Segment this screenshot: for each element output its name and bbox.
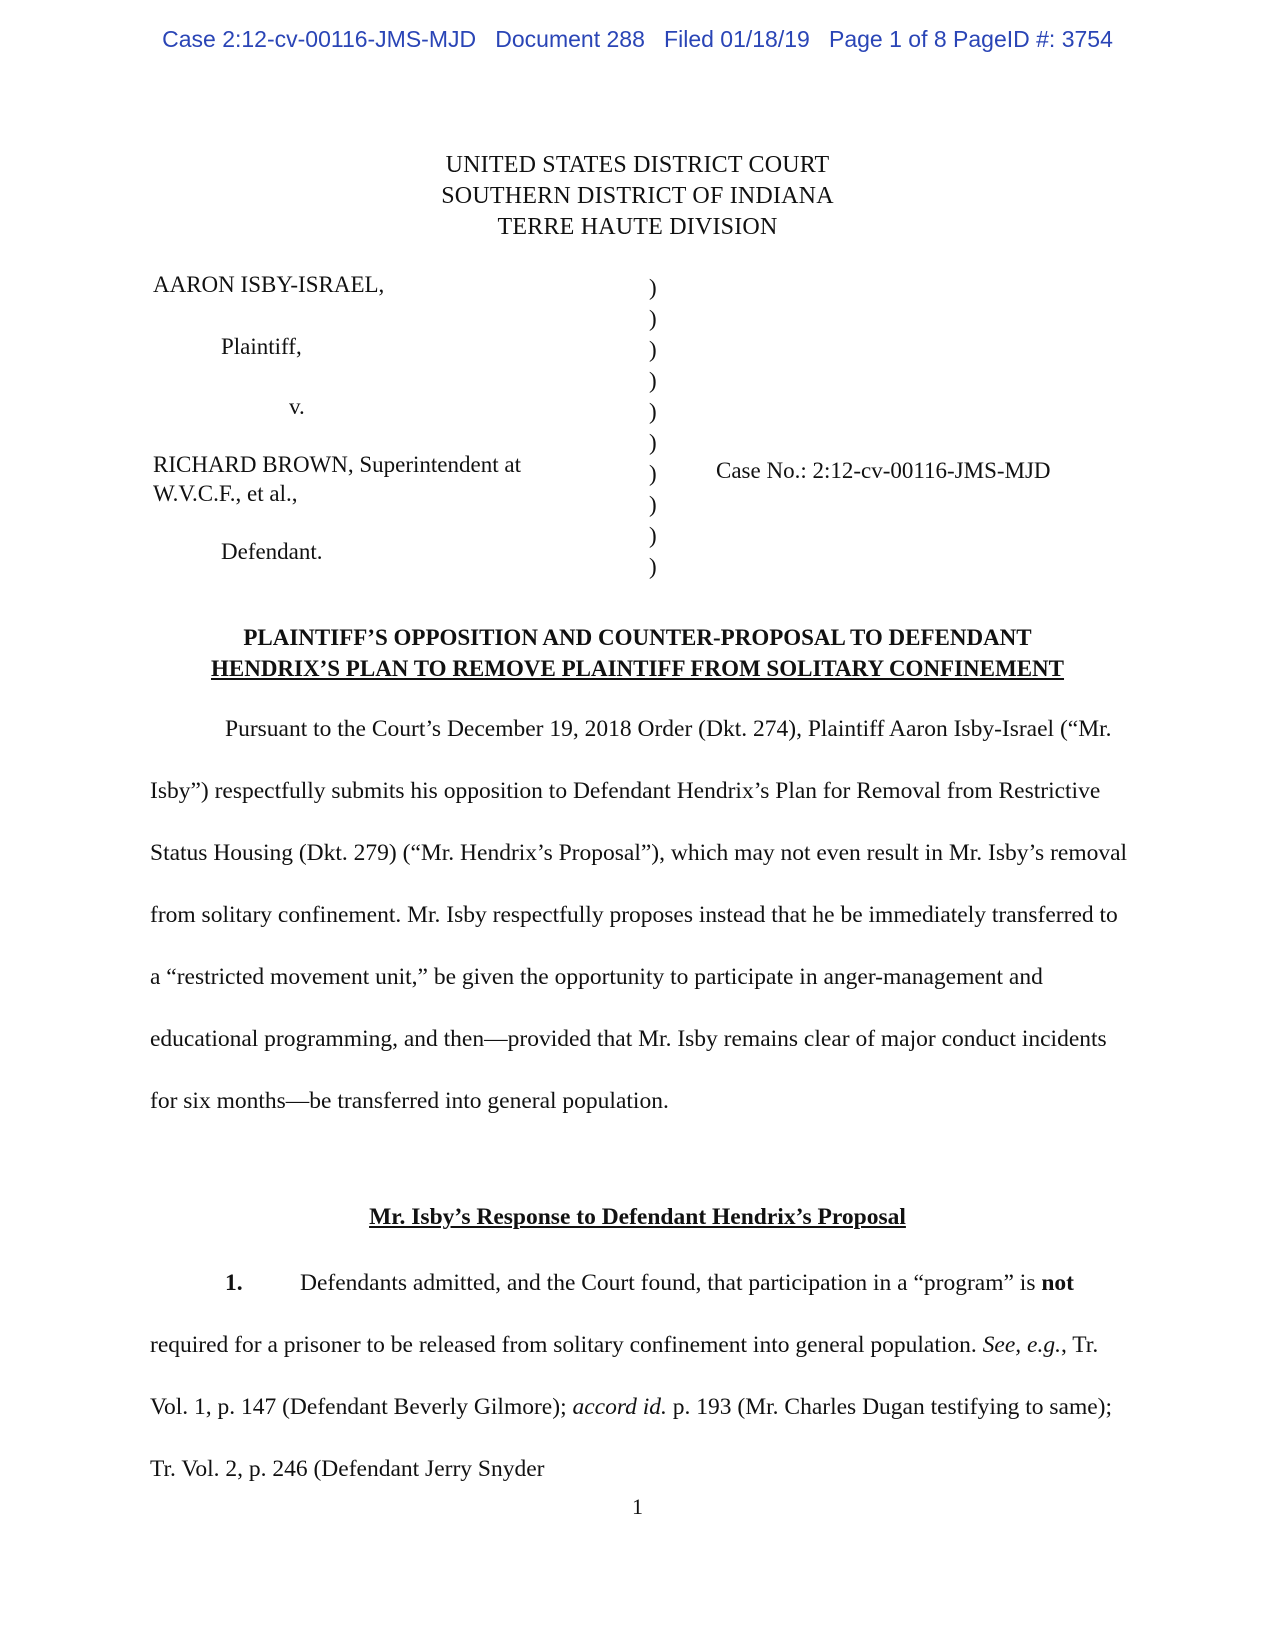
intro-paragraph: Pursuant to the Court’s December 19, 2018 Order (Dkt. 274), Plaintiff Aaron Isby-Israel (“Mr. Isby”) respectfully submits his opposition to Defendant Hendrix’s Plan for Removal from Restrictive Status Housing (Dkt. 279) (“Mr. Hendrix’s Proposal”), which may not even result in Mr. Isby’s removal from solitary confinement. Mr. Isby respectfully proposes instead that he be immediately transferred to a “restricted movement unit,” be given the opportunity to participate in anger-management and educational programming, and then—provided that Mr. Isby remains clear of major conduct incidents for six months—be transferred into general population. <box>150 716 1128 1114</box>
intro-section <box>150 698 1130 1132</box>
paren: ) <box>649 337 657 362</box>
court-name: UNITED STATES DISTRICT COURT <box>445 152 830 178</box>
citation-signal: See, e.g. <box>982 1332 1061 1358</box>
case-caption <box>0 272 1275 592</box>
defendant-role: Defendant. <box>221 539 323 564</box>
paren: ) <box>649 492 657 517</box>
case-number: Case No.: 2:12-cv-00116-JMS-MJD <box>716 458 1051 483</box>
paren: ) <box>649 399 657 424</box>
document-title-line2: HENDRIX’S PLAN TO REMOVE PLAINTIFF FROM SOLITARY CONFINEMENT <box>210 656 1065 681</box>
paragraph-text: Defendants admitted, and the Court found, that participation in a “program” is <box>300 1270 1042 1296</box>
plaintiff-role: Plaintiff, <box>221 334 302 359</box>
numbered-paragraph-1 <box>150 1252 1130 1500</box>
paragraph-text: p. 193 (Mr. Charles Dugan testifying to same); Tr. Vol. 2, p. 246 (Defendant Jerry Snyder <box>150 1394 1113 1482</box>
page-number: 1 <box>632 1494 643 1519</box>
defendant-name-line1: RICHARD BROWN, Superintendent at <box>153 452 521 477</box>
paren: ) <box>649 275 657 300</box>
caption-parentheses <box>649 272 669 582</box>
paren: ) <box>649 306 657 331</box>
paren: ) <box>649 523 657 548</box>
versus: v. <box>289 394 305 419</box>
citation-signal: accord id. <box>572 1394 667 1420</box>
defendant-name-line2: W.V.C.F., et al., <box>153 481 298 506</box>
ecf-header-stamp: Case 2:12-cv-00116-JMS-MJD Document 288 Filed 01/18/19 Page 1 of 8 PageID #: 3754 <box>162 26 1113 52</box>
paragraph-1 <box>150 1252 1130 1500</box>
plaintiff-name: AARON ISBY-ISRAEL, <box>153 272 385 297</box>
document-title <box>0 622 1275 684</box>
paren: ) <box>649 368 657 393</box>
court-heading <box>0 150 1275 243</box>
paragraph-text: , Tr. Vol. 1, p. 147 (Defendant Beverly Gilmore); <box>150 1332 1099 1420</box>
paren: ) <box>649 554 657 579</box>
paragraph-number: 1. <box>225 1270 243 1296</box>
court-district: SOUTHERN DISTRICT OF INDIANA <box>441 183 834 209</box>
paren: ) <box>649 430 657 455</box>
paren: ) <box>649 461 657 486</box>
court-division: TERRE HAUTE DIVISION <box>497 214 778 240</box>
document-title-line1: PLAINTIFF’S OPPOSITION AND COUNTER-PROPOSAL TO DEFENDANT <box>243 625 1032 650</box>
emphasis-not: not <box>1041 1270 1074 1296</box>
paragraph-text: required for a prisoner to be released from solitary confinement into general population. <box>150 1332 983 1358</box>
section-heading: Mr. Isby’s Response to Defendant Hendrix’s Proposal <box>369 1204 906 1230</box>
